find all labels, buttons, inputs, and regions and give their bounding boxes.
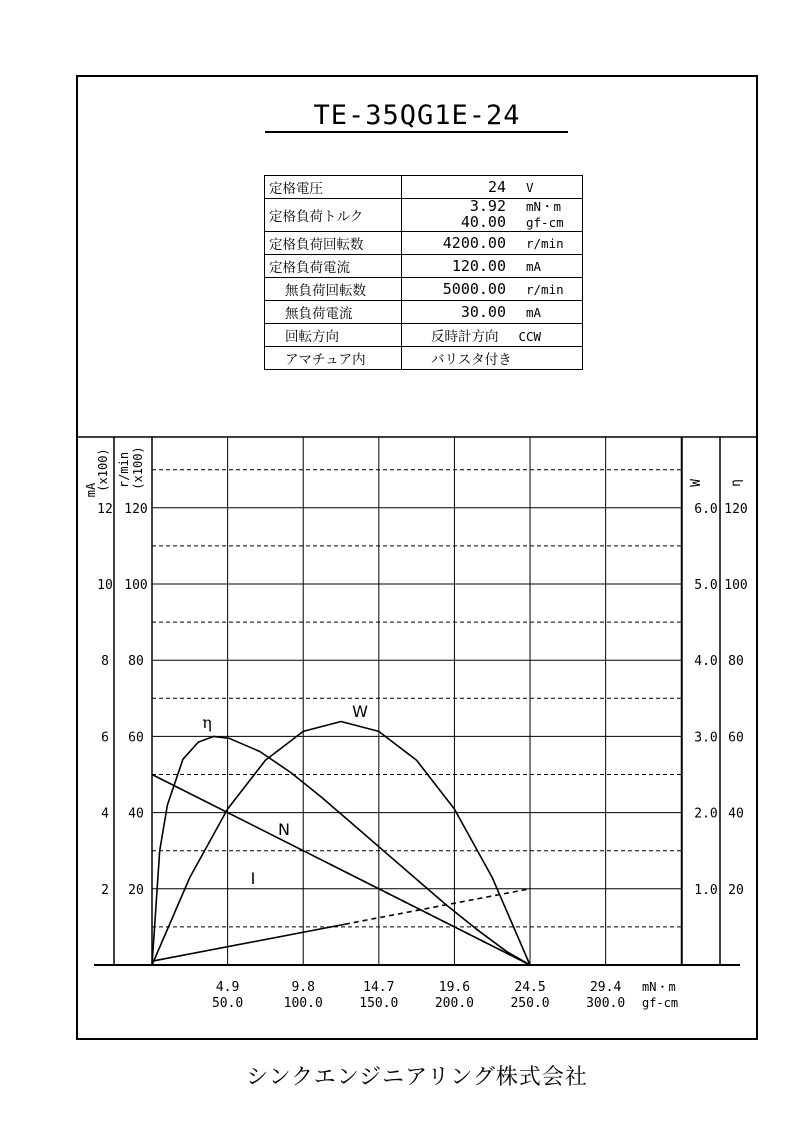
tick-label-power: 3.0 <box>694 730 718 746</box>
spec-unit: CCW <box>518 329 542 344</box>
axis-label-efficiency: η <box>729 479 744 487</box>
tick-label-x-gfcm: 300.0 <box>586 996 626 1011</box>
series-label-power: W <box>352 702 368 721</box>
tick-label-x-gfcm: 200.0 <box>434 996 474 1011</box>
series-label-efficiency: η <box>202 713 212 732</box>
tick-label-x-mnm: 4.9 <box>215 980 240 995</box>
spec-value: 24 <box>487 178 506 196</box>
series-label-speed: N <box>278 820 290 839</box>
axis-label-speed: r/min <box>117 451 131 489</box>
spec-unit: V <box>526 180 534 195</box>
tick-label-efficiency: 120 <box>724 501 748 517</box>
spec-value: 5000.00 <box>442 280 506 298</box>
tick-label-power: 4.0 <box>694 654 718 670</box>
spec-label: 定格負荷トルク <box>265 199 402 232</box>
axis-sublabel-speed: (x100) <box>131 446 145 490</box>
spec-label: 定格負荷回転数 <box>265 232 402 255</box>
spec-label: 無負荷回転数 <box>265 278 402 301</box>
tick-label-x-mnm: 14.7 <box>363 980 395 995</box>
page-title: TE-35QG1E-24 <box>313 100 521 131</box>
tick-label-power: 1.0 <box>694 882 718 898</box>
spec-label: 無負荷電流 <box>265 301 402 324</box>
spec-unit-2: gf-cm <box>526 215 564 230</box>
tick-label-speed: 100 <box>124 578 148 593</box>
spec-label: アマチュア内 <box>265 347 402 370</box>
series-label-current: I <box>250 869 256 888</box>
tick-label-speed: 20 <box>128 882 144 898</box>
spec-value: バリスタ付き <box>431 352 512 368</box>
spec-unit: r/min <box>526 236 564 251</box>
series-current-line <box>152 924 345 961</box>
spec-label: 定格電圧 <box>265 176 402 199</box>
axis-sublabel-current: (x100) <box>96 448 110 492</box>
tick-label-power: 5.0 <box>694 578 718 593</box>
chart-grid <box>152 437 682 965</box>
x-unit-mnm: mN・m <box>642 980 676 994</box>
spec-label: 定格負荷電流 <box>265 255 402 278</box>
spec-value: 30.00 <box>460 303 506 321</box>
tick-label-current: 4 <box>101 806 109 822</box>
axis-label-power: W <box>689 479 704 487</box>
spec-unit: mA <box>526 305 542 320</box>
tick-label-x-gfcm: 50.0 <box>211 996 244 1011</box>
tick-label-efficiency: 40 <box>728 806 744 822</box>
tick-label-power: 2.0 <box>694 806 718 822</box>
tick-label-x-gfcm: 250.0 <box>510 996 550 1011</box>
tick-label-x-mnm: 24.5 <box>514 980 546 995</box>
tick-label-speed: 80 <box>128 654 144 670</box>
tick-label-current: 8 <box>101 654 109 670</box>
tick-label-speed: 60 <box>128 730 144 746</box>
spec-unit: mA <box>526 259 542 274</box>
chart-tick-labels <box>84 446 748 1011</box>
tick-label-speed: 120 <box>124 501 148 517</box>
spec-value-2: 40.00 <box>460 213 506 231</box>
tick-label-efficiency: 80 <box>728 654 744 670</box>
spec-label: 回転方向 <box>265 324 402 347</box>
spec-value: 反時計方向 <box>431 329 499 345</box>
chart-series <box>152 702 530 965</box>
tick-label-efficiency: 20 <box>728 882 744 898</box>
tick-label-efficiency: 60 <box>728 730 744 746</box>
tick-label-power: 6.0 <box>694 501 718 517</box>
tick-label-x-mnm: 29.4 <box>589 980 622 995</box>
tick-label-x-mnm: 19.6 <box>438 980 471 995</box>
spec-value: 120.00 <box>451 257 506 275</box>
tick-label-x-mnm: 9.8 <box>291 980 315 995</box>
spec-value: 3.92 <box>469 197 506 215</box>
tick-label-efficiency: 100 <box>724 578 748 593</box>
company-footer: シンクエンジニアリング株式会社 <box>246 1065 588 1090</box>
spec-unit: r/min <box>526 282 564 297</box>
tick-label-x-gfcm: 100.0 <box>283 996 323 1011</box>
tick-label-current: 10 <box>97 578 113 593</box>
series-power-curve <box>152 722 530 966</box>
tick-label-x-gfcm: 150.0 <box>359 996 399 1011</box>
tick-label-speed: 40 <box>128 806 144 822</box>
tick-label-current: 2 <box>101 882 109 898</box>
x-unit-gfcm: gf-cm <box>642 996 679 1010</box>
chart-axes <box>76 437 758 965</box>
spec-unit: mN・m <box>526 199 562 214</box>
spec-value: 4200.00 <box>442 234 506 252</box>
tick-label-current: 6 <box>101 730 109 746</box>
tick-label-current: 12 <box>97 501 113 517</box>
axis-label-current: mA <box>84 482 98 498</box>
